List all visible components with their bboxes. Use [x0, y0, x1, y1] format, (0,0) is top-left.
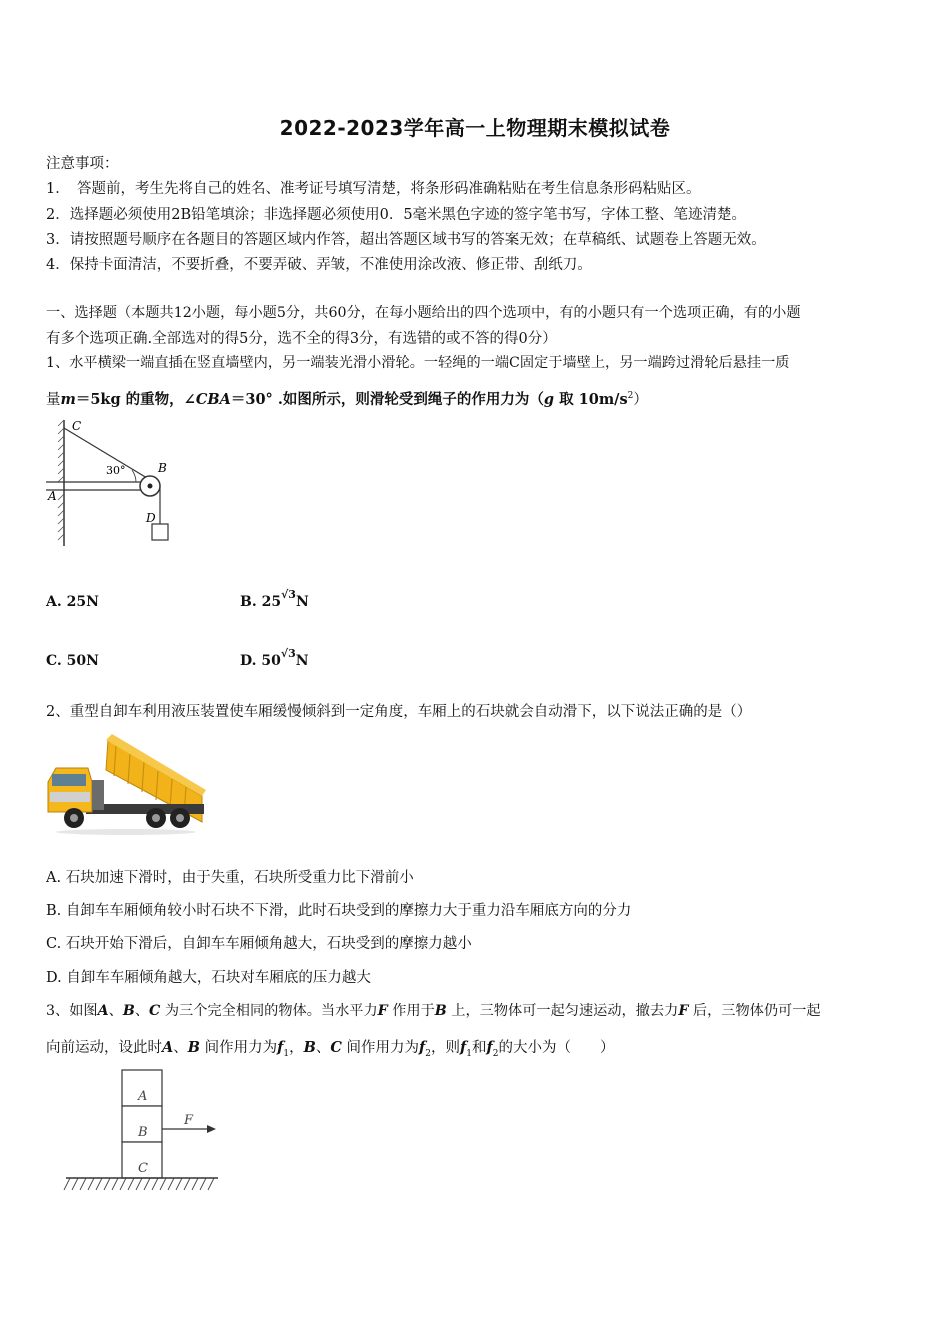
q1-option-b: B. $25^{√3}N$: [240, 588, 309, 610]
q2-stem: 2、重型自卸车利用液压装置使车厢缓慢倾斜到一定角度，车厢上的石块就会自动滑下，以下说法正确的是（）: [46, 704, 752, 720]
dump-truck-image: [46, 730, 206, 840]
force-label-F: F: [184, 1113, 194, 1128]
q1-stem-line1: 1、水平横梁一端直插在竖直墙壁内，另一端装光滑小滑轮。一轻绳的一端C固定于墙壁上，另一端跨过滑轮后悬挂一质: [46, 355, 790, 371]
q2-option-c: C. 石块开始下滑后，自卸车车厢倾角越大，石块受到的摩擦力越小: [46, 936, 472, 952]
section-intro-line1: 一、选择题（本题共12小题，每小题5分，共60分，在每小题给出的四个选项中，有的小题只有一个选项正确，有的小题: [46, 305, 801, 321]
section-intro-line2: 有多个选项正确.全部选对的得5分，选不全的得3分，有选错的或不答的得0分）: [46, 331, 557, 347]
q2-option-d: D. 自卸车车厢倾角越大，石块对车厢底的压力越大: [46, 970, 371, 986]
q1-pulley-figure: [44, 418, 179, 550]
block-label-B: B: [138, 1125, 148, 1140]
q3-stem-line1: 3、如图A、B、C 为三个完全相同的物体。当水平力F 作用于B 上，三物体可一起匀速运动，撤去力F 后，三物体仍可一起: [46, 1003, 821, 1019]
q3-stem-line2: 向前运动，设此时A、B 间作用力为$f_1$，B、C 间作用力为$f_2$，则$f_1$和$f_2$的大小为（ ）: [46, 1039, 615, 1059]
notice-item-2: 2．选择题必须使用2B铅笔填涂；非选择题必须使用0．5毫米黑色字迹的签字笔书写，字体工整、笔迹清楚。: [46, 207, 747, 223]
label-A: A: [48, 489, 57, 503]
q3-blocks-figure: [62, 1068, 222, 1198]
label-angle: 30°: [106, 464, 126, 477]
q2-option-a: A. 石块加速下滑时，由于失重，石块所受重力比下滑前小: [46, 870, 414, 886]
notice-item-1: 1． 答题前，考生先将自己的姓名、准考证号填写清楚，将条形码准确粘贴在考生信息条形码粘贴区。: [46, 181, 701, 197]
q2-option-b: B. 自卸车车厢倾角较小时石块不下滑，此时石块受到的摩擦力大于重力沿车厢底方向的分力: [46, 903, 632, 919]
label-B: B: [158, 461, 167, 475]
q1-stem-line2: 量m＝5kg 的重物，∠CBA＝30° .如图所示，则滑轮受到绳子的作用力为（g 取 $10m/s^2$）: [46, 391, 648, 408]
q1-option-a: A. 25N: [46, 594, 99, 610]
block-label-C: C: [138, 1161, 148, 1176]
label-C: C: [72, 419, 82, 433]
block-label-A: A: [138, 1089, 148, 1104]
notice-item-4: 4．保持卡面清洁，不要折叠，不要弄破、弄皱，不准使用涂改液、修正带、刮纸刀。: [46, 257, 592, 273]
q1-option-c: C. 50N: [46, 653, 99, 669]
notice-heading: 注意事项：: [46, 156, 119, 172]
label-D: D: [146, 511, 156, 525]
q1-option-d: D. $50^{√3}N$: [240, 647, 309, 669]
notice-item-3: 3．请按照题号顺序在各题目的答题区域内作答，超出答题区域书写的答案无效；在草稿纸、试题卷上答题无效。: [46, 232, 766, 248]
page-title: 2022-2023学年高一上物理期末模拟试卷: [279, 116, 671, 140]
